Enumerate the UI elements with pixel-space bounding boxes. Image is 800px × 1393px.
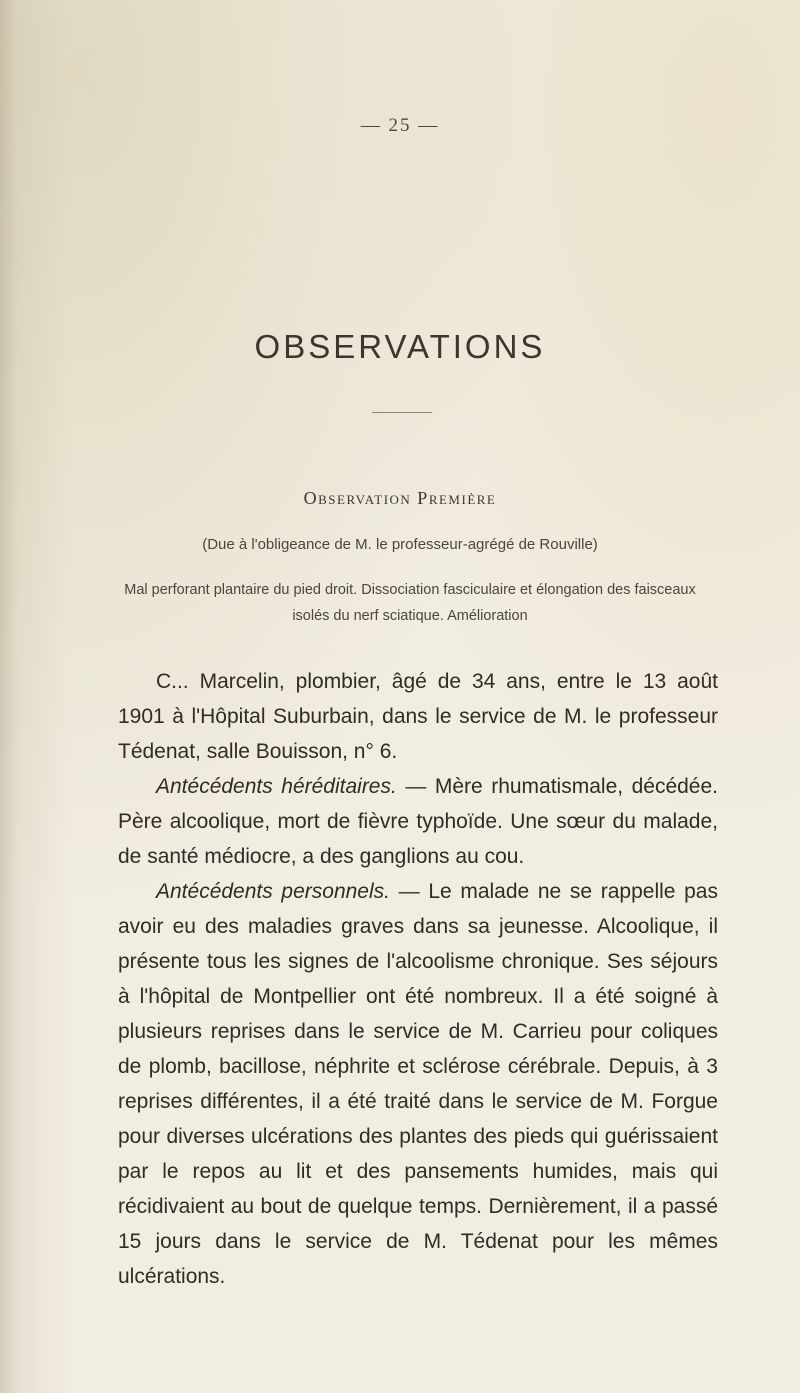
paragraph-personal	[118, 874, 718, 1294]
personal-text: — Le malade ne se rappelle pas avoir eu des maladies graves dans sa jeunesse. Alcoolique, il présente tous les signes de l'alcoolisme chronique. Ses séjours à l'hôpital de Montpellier ont été nombreux. Il a été soigné à plusieurs reprises dans le service de M. Carrieu pour coliques de plomb, bacillose, néphrite et sclérose cérébrale. Depuis, à 3 reprises différentes, il a été traité dans le service de M. Forgue pour diverses ulcérations des plantes des pieds qui guérissaient par le repos au lit et des pansements humides, mais qui récidivaient au bout de quelque temps. Dernièrement, il a passé 15 jours dans le service de M. Tédenat pour les mêmes ulcérations.	[118, 880, 718, 1288]
hereditary-label: Antécédents héréditaires.	[156, 775, 397, 798]
paragraph-hereditary	[118, 769, 718, 874]
observation-body	[118, 664, 718, 1294]
observation-summary: Mal perforant plantaire du pied droit. Dissociation fasciculaire et élongation des faisceaux isolés du nerf sciatique. Amélioration	[124, 582, 696, 624]
personal-label: Antécédents personnels.	[156, 880, 390, 903]
paragraph-admission: C... Marcelin, plombier, âgé de 34 ans, entre le 13 août 1901 à l'Hôpital Suburbain, dans le service de M. le professeur Tédenat, salle Bouisson, n° 6.	[118, 670, 718, 763]
observation-note: (Due à l'obligeance de M. le professeur-agrégé de Rouville)	[202, 536, 598, 553]
hereditary-text: — Mère rhumatismale, décédée. Père alcoolique, mort de fièvre typhoïde. Une sœur du malade, de santé médiocre, a des ganglions au cou.	[118, 775, 718, 868]
section-divider	[372, 412, 432, 413]
page-number: — 25 —	[360, 115, 440, 136]
observation-heading: Observation Première	[303, 488, 497, 508]
section-title: OBSERVATIONS	[254, 328, 546, 365]
